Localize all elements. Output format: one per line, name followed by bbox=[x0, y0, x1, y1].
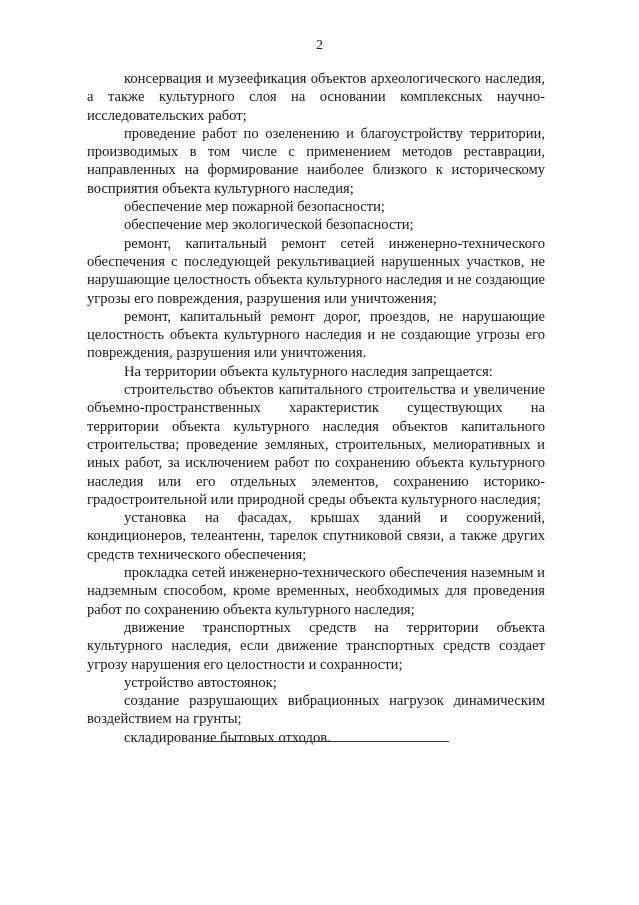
document-body bbox=[87, 70, 545, 747]
paragraph-prohibitions-heading: На территории объекта культурного наследия запрещается: bbox=[124, 363, 493, 380]
end-separator-line bbox=[206, 741, 449, 742]
paragraph-landscaping: проведение работ по озеленению и благоустройству территории, производимых в том числе с применением методов реставрации, направленных на формирование наиболее близкого к историческому восприятия объекта культурного наследия; bbox=[87, 125, 545, 197]
paragraph-ecological-safety: обеспечение мер экологической безопасности; bbox=[124, 217, 414, 234]
paragraph-parking-prohibition: устройство автостоянок; bbox=[124, 674, 277, 691]
paragraph-network-laying-prohibition: прокладка сетей инженерно-технического обеспечения наземным и надземным способом, кроме временных, необходимых для проведения работ по сохранению объекта культурного наследия; bbox=[87, 565, 545, 618]
page-number: 2 bbox=[316, 38, 323, 53]
paragraph-roads-repair: ремонт, капитальный ремонт дорог, проездов, не нарушающие целостность объекта культурного наследия и не создающие угрозы его повреждения, разрушения или уничтожения. bbox=[87, 308, 545, 362]
paragraph-facade-equipment-prohibition: установка на фасадах, крышах зданий и сооружений, кондиционеров, телеантенн, тарелок спутниковой связи, а также других средств технического обеспечения; bbox=[87, 510, 545, 563]
paragraph-construction-prohibition: строительство объектов капитального строительства и увеличение объемно-пространственных характеристик существующих на территории объекта культурного наследия объектов капитального строительства; проведение земляных, строительных, мелиоративных и иных работ, за исключением работ по сохранению объекта культурного наследия или его отдельных элементов, сохранению историко-градостроительной или природной среды объекта культурного наследия; bbox=[87, 382, 545, 508]
paragraph-vehicle-traffic-prohibition: движение транспортных средств на территории объекта культурного наследия, если движение транспортных средств создает угрозу нарушения его целостности и сохранности; bbox=[87, 619, 545, 673]
paragraph-vibration-prohibition: создание разрушающих вибрационных нагрузок динамическим воздействием на грунты; bbox=[87, 693, 545, 728]
paragraph-fire-safety: обеспечение мер пожарной безопасности; bbox=[124, 199, 385, 216]
paragraph-utility-networks-repair: ремонт, капитальный ремонт сетей инженерно-технического обеспечения с последующей рекультивацией нарушенных участков, не нарушающие целостность объекта культурного наследия и не создающие угрозы его повреждения, разрушения или уничтожения; bbox=[87, 235, 545, 307]
paragraph-waste-prohibition: складирование бытовых отходов. bbox=[124, 729, 331, 746]
paragraph-archaeological-conservation: консервация и музеефикация объектов археологического наследия, а также культурного слоя на основании комплексных научно-исследовательских работ; bbox=[87, 71, 545, 124]
